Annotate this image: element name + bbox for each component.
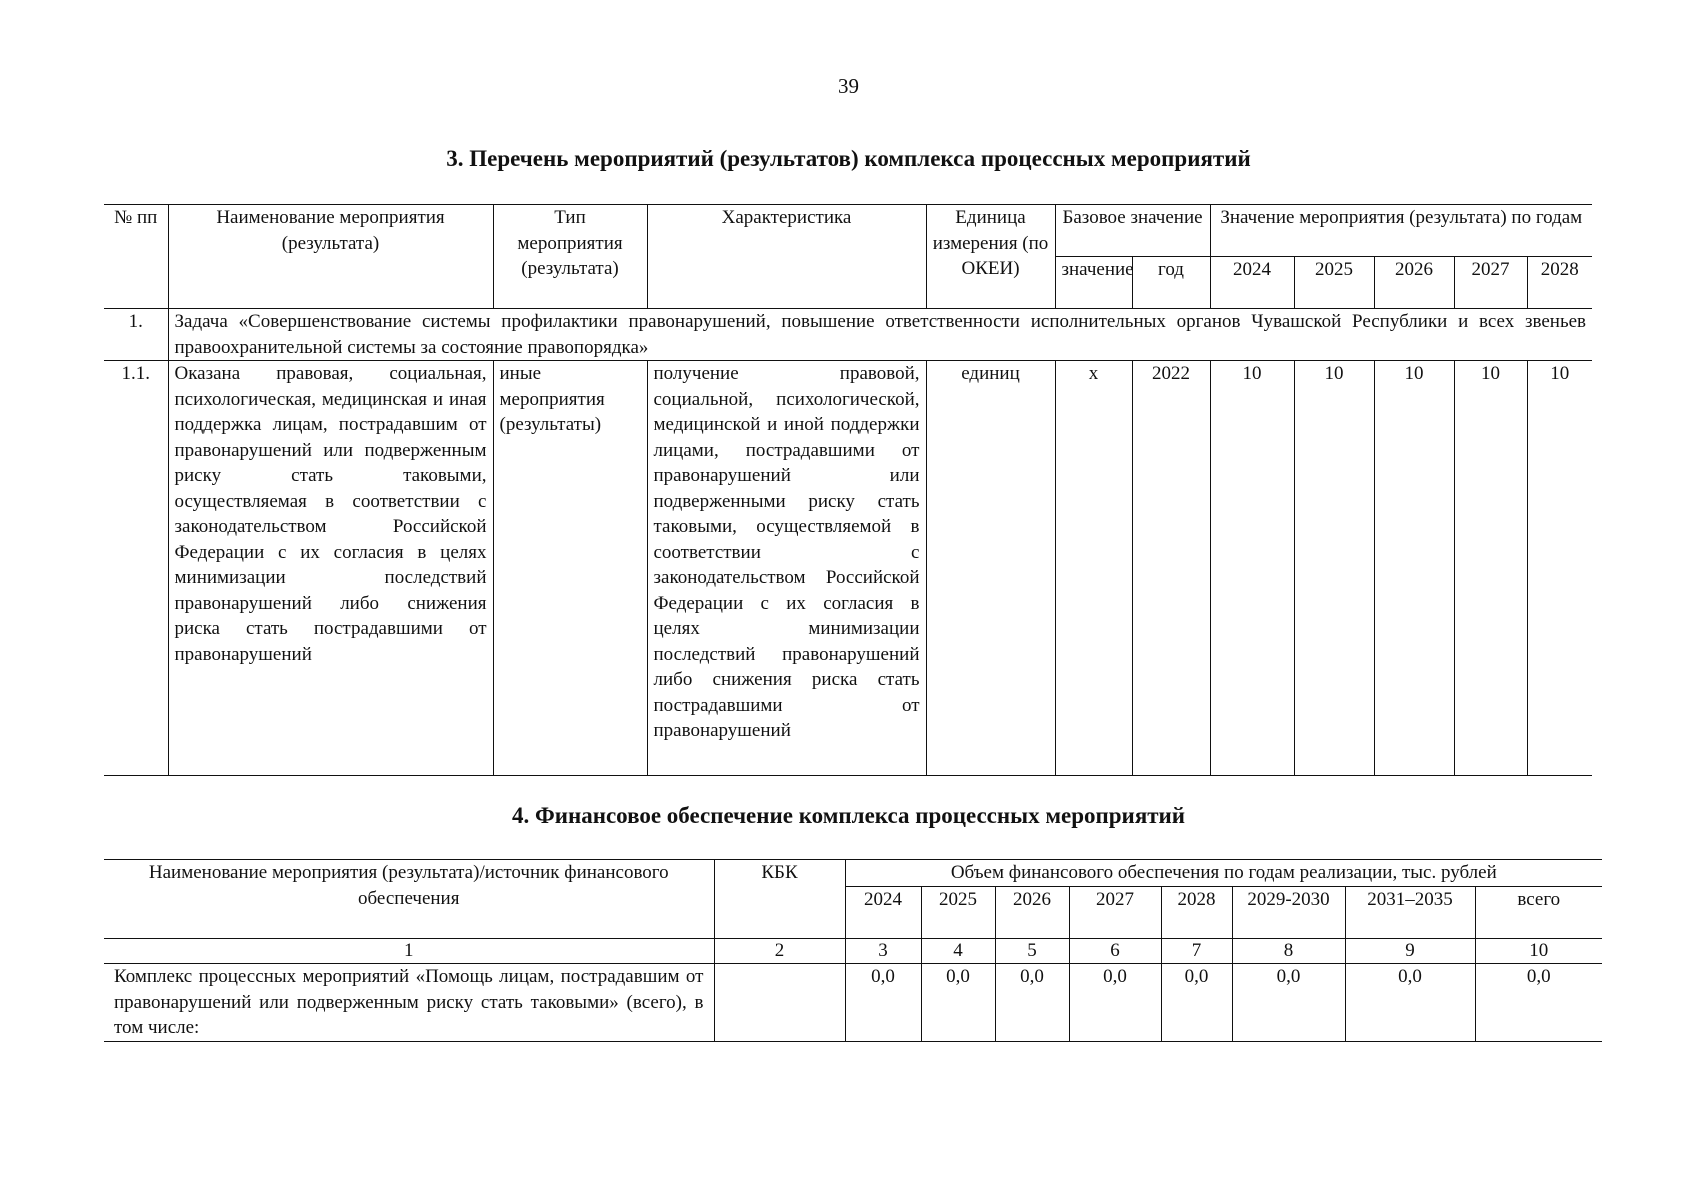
header-values: Значение мероприятия (результата) по годам (1210, 205, 1592, 257)
row-name: Оказана правовая, социальная, психологическая, медицинская и иная поддержка лицам, пострадавшим от правонарушений или подверженным риску стать таковыми, осуществляемая в соответствии с законодательством Российской Федерации с их согласия в целях минимизации последствий правонарушений либо снижения риска стать пострадавшими от правонарушений (168, 361, 493, 776)
fin-row-value: 0,0 (995, 964, 1069, 1042)
header-unit: Единица измерения (по ОКЕИ) (926, 205, 1055, 309)
header-base: Базовое значение (1055, 205, 1210, 257)
header-year: 2024 (1210, 257, 1294, 309)
row-value: 10 (1210, 361, 1294, 776)
task-text: Задача «Совершенствование системы профилактики правонарушений, повышение ответственности исполнительных органов Чувашской Республики и всех звеньев правоохранительной системы за состояние правопорядка» (168, 309, 1592, 361)
row-value: 10 (1374, 361, 1454, 776)
column-number: 7 (1161, 939, 1232, 964)
fin-header-period: 2024 (845, 887, 921, 939)
financing-table (104, 859, 1602, 1042)
fin-header-period: 2025 (921, 887, 995, 939)
column-number: 3 (845, 939, 921, 964)
fin-row-value: 0,0 (1161, 964, 1232, 1042)
column-number: 6 (1069, 939, 1161, 964)
fin-row-kbk (714, 964, 845, 1042)
fin-header-volume: Объем финансового обеспечения по годам реализации, тыс. рублей (845, 860, 1602, 887)
column-number: 2 (714, 939, 845, 964)
fin-row-value: 0,0 (921, 964, 995, 1042)
row-type: иные мероприятия (результаты) (493, 361, 647, 776)
fin-header-period: 2026 (995, 887, 1069, 939)
row-base-year: 2022 (1132, 361, 1210, 776)
header-year: 2027 (1454, 257, 1527, 309)
row-value: 10 (1527, 361, 1592, 776)
activities-table (104, 204, 1592, 776)
header-year: 2025 (1294, 257, 1374, 309)
column-number: 1 (104, 939, 714, 964)
row-unit: единиц (926, 361, 1055, 776)
column-number: 4 (921, 939, 995, 964)
fin-header-period: 2027 (1069, 887, 1161, 939)
fin-row-value: 0,0 (1069, 964, 1161, 1042)
header-base-value: значение (1055, 257, 1132, 309)
row-value: 10 (1454, 361, 1527, 776)
section-3-title: 3. Перечень мероприятий (результатов) комплекса процессных мероприятий (446, 146, 1251, 171)
row-characteristic: получение правовой, социальной, психологической, медицинской и иной поддержки лицами, пострадавшими от правонарушений или подверженными риску стать таковыми, осуществляемой в соответствии с законодательством Российской Федерации с их согласия в целях минимизации последствий правонарушений либо снижения риска стать пострадавшими от правонарушений (647, 361, 926, 776)
fin-header-period: 2029-2030 (1232, 887, 1345, 939)
column-number: 8 (1232, 939, 1345, 964)
task-num: 1. (104, 309, 168, 361)
fin-row-value: 0,0 (1232, 964, 1345, 1042)
column-number: 5 (995, 939, 1069, 964)
fin-header-period: всего (1475, 887, 1602, 939)
fin-row-name: Комплекс процессных мероприятий «Помощь лицам, пострадавшим от правонарушений или подверженным риску стать таковыми» (всего), в том числе: (104, 964, 714, 1042)
row-num: 1.1. (104, 361, 168, 776)
fin-header-period: 2031–2035 (1345, 887, 1475, 939)
column-number: 9 (1345, 939, 1475, 964)
header-base-year: год (1132, 257, 1210, 309)
header-year: 2026 (1374, 257, 1454, 309)
header-year: 2028 (1527, 257, 1592, 309)
row-base-value: x (1055, 361, 1132, 776)
fin-row-value: 0,0 (1345, 964, 1475, 1042)
page-number: 39 (838, 74, 859, 98)
header-name: Наименование мероприятия (результата) (168, 205, 493, 309)
fin-row-value: 0,0 (1475, 964, 1602, 1042)
fin-header-period: 2028 (1161, 887, 1232, 939)
header-characteristic: Характеристика (647, 205, 926, 309)
column-number: 10 (1475, 939, 1602, 964)
fin-row-value: 0,0 (845, 964, 921, 1042)
row-value: 10 (1294, 361, 1374, 776)
fin-header-kbk: КБК (714, 860, 845, 939)
fin-header-name: Наименование мероприятия (результата)/источник финансового обеспечения (104, 860, 714, 939)
section-4-title: 4. Финансовое обеспечение комплекса процессных мероприятий (511, 803, 1186, 828)
header-num: № пп (104, 205, 168, 309)
header-type: Тип мероприятия (результата) (493, 205, 647, 309)
